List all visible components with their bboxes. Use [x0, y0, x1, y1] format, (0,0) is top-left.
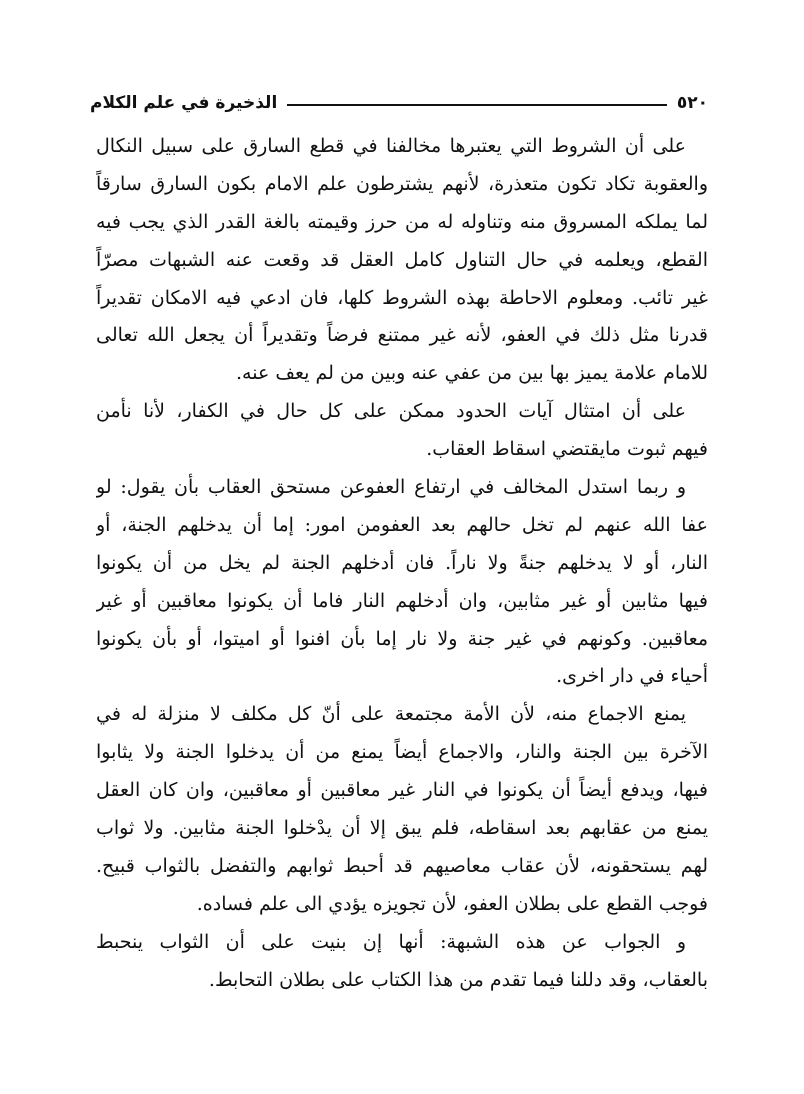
text-line: معاقبين. وكونهم في غير جنة ولا نار إما بأن افنوا أو اميتوا، أو بأن يكونوا [96, 627, 708, 650]
text-line: الآخرة بين الجنة والنار، والاجماع أيضاً يمنع من أن يدخلوا الجنة ولا يثابوا [96, 741, 708, 764]
text-line: على أن امتثال آيات الحدود ممكن على كل حال في الكفار، لأنا نأمن [96, 400, 686, 423]
text-line: لهم يستحقونه، لأن عقاب معاصيهم قد أحبط ثوابهم والتفضل بالثواب قبيح. [96, 854, 708, 877]
text-line: فيها مثابين أو غير مثابين، وان أدخلهم النار فاما أن يكونوا معاقبين أو غير [96, 589, 708, 612]
text-line: القطع، ويعلمه في حال التناول كامل العقل قد وقعت عنه الشبهات مصرّاً [96, 248, 708, 271]
text-line: النار، أو لا يدخلهم جنةً ولا ناراً. فان أدخلهم الجنة لم يخل من أن يكونوا [96, 551, 708, 574]
text-line: عفا الله عنهم لم تخل حالهم بعد العفومن امور: إما أن يدخلهم الجنة، أو [96, 513, 708, 536]
text-line: على أن الشروط التي يعتبرها مخالفنا في قطع السارق على سبيل النكال [96, 135, 686, 157]
text-line: يمنع الاجماع منه، لأن الأمة مجتمعة على أنّ كل مكلف لا منزلة له في [96, 703, 686, 726]
running-header [90, 88, 708, 118]
text-line: لما يملكه المسروق منه وتناوله له من حرز وقيمته بالغة القدر الذي يجب فيه [96, 210, 708, 233]
body-text [96, 128, 708, 999]
text-line: غير تائب. ومعلوم الاحاطة بهذه الشروط كلها، فان ادعي فيه الامكان تقديراً [96, 286, 708, 309]
page-number: ٥٢٠ [676, 93, 708, 113]
text-line: و الجواب عن هذه الشبهة: أنها إن بنيت على أن الثواب ينحبط [96, 930, 686, 953]
text-line: أحياء في دار اخرى. [556, 665, 708, 688]
header-rule [287, 104, 667, 106]
text-line: يمنع من عقابهم بعد اسقاطه، فلم يبق إلا أن يدْخلوا الجنة مثابين. ولا ثواب [96, 817, 708, 840]
text-line: للامام علامة يميز بها بين من عفي عنه وبين من لم يعف عنه. [235, 362, 708, 385]
text-line: قدرنا مثل ذلك في العفو، لأنه غير ممتنع فرضاً وتقديراً أن يجعل الله تعالى [96, 324, 708, 347]
text-line: والعقوبة تكاد تكون متعذرة، لأنهم يشترطون علم الامام بكون السارق سارقاً [96, 172, 708, 195]
text-line: فوجب القطع على بطلان العفو، لأن تجويزه يؤدي الى علم فساده. [196, 892, 708, 915]
text-line: بالعقاب، وقد دللنا فيما تقدم من هذا الكتاب على بطلان التحابط. [208, 968, 708, 991]
text-line: فيها، ويدفع أيضاً أن يكونوا في النار غير معاقبين أو معاقبين، وان كان العقل [96, 779, 708, 802]
text-line: و ربما استدل المخالف في ارتفاع العفوعن مستحق العقاب بأن يقول: لو [96, 476, 686, 499]
book-title: الذخيرة في علم الكلام [90, 93, 278, 113]
text-line: فيهم ثبوت مايقتضي اسقاط العقاب. [426, 438, 708, 461]
